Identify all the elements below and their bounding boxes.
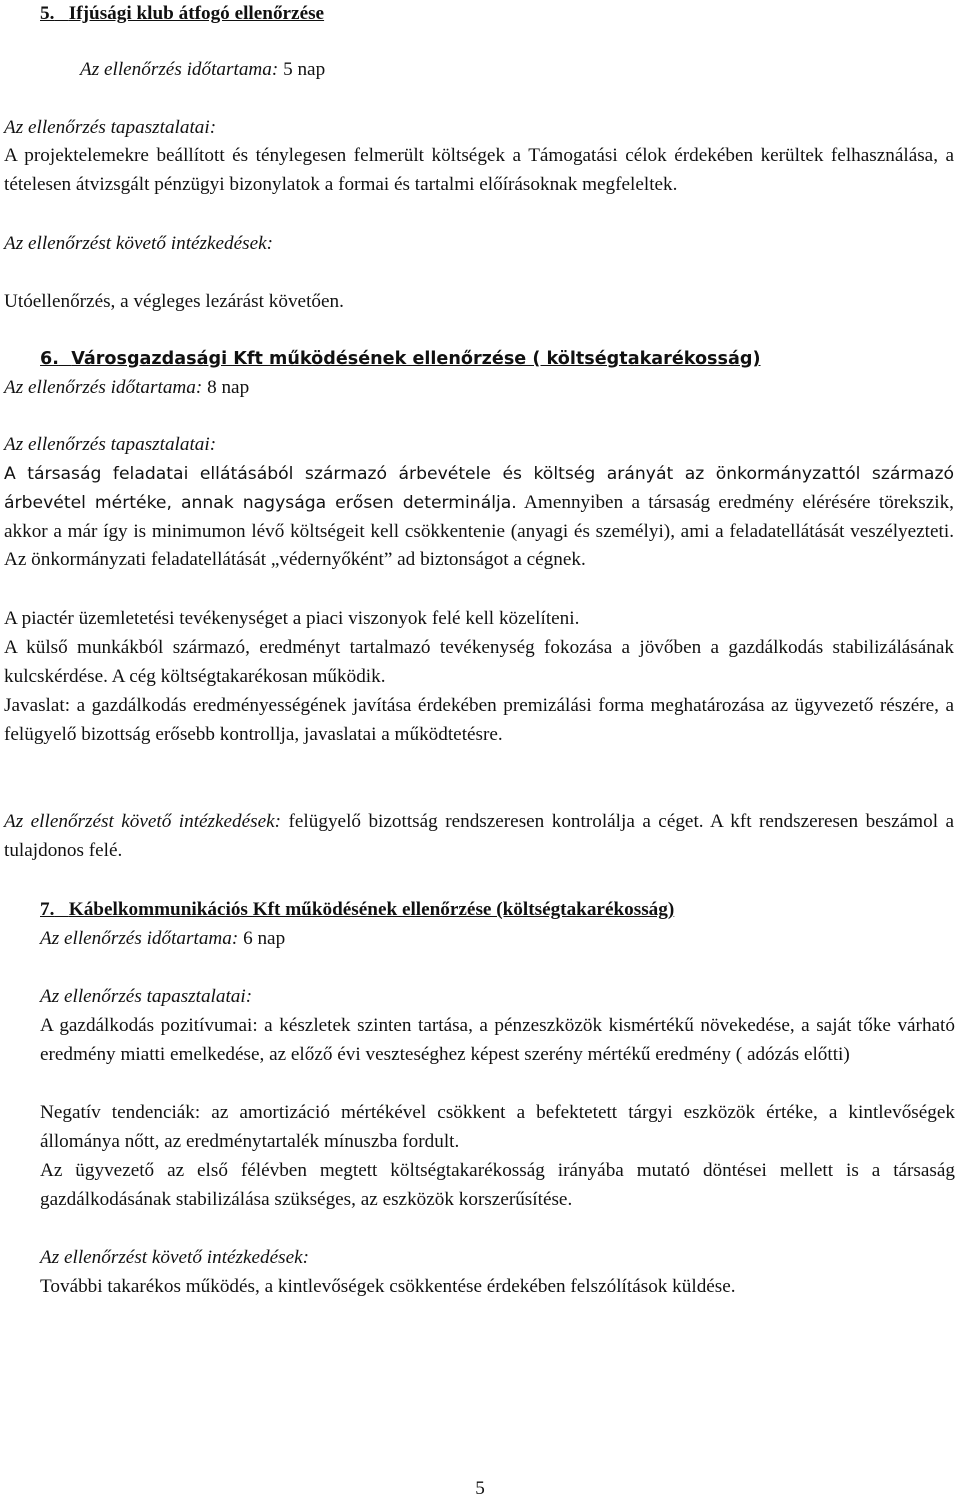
section-7-experience-label: Az ellenőrzés tapasztalatai: <box>40 986 253 1007</box>
section-6-duration <box>4 374 249 403</box>
section-6-number: 6. <box>40 349 59 369</box>
section-7-duration <box>40 925 285 954</box>
section-6-paragraph-1a: A társaság feladatai ellátásából származó árbevétele és költség arányát az önkormányzattól származó árbevétel mértéke, annak nagysága erősen determinálja. <box>4 464 954 513</box>
section-6-paragraph-1b: Amennyiben a társaság eredmény elérésére törekszik, akkor a már így is minimumon lévő költségeit kell csökkentenie (anyagi és személyi), ami a feladatellátását veszélyezteti. Az önkormányzati feladatellátását „védernyőként” ad biztonságot a cégnek. <box>4 491 954 571</box>
section-6-paragraph-1 <box>4 460 954 575</box>
section-7-duration-label: Az ellenőrzés időtartama: <box>40 928 239 949</box>
section-5-experience-label: Az ellenőrzés tapasztalatai: <box>4 117 217 138</box>
section-5-experience-text: A projektelemekre beállított és ténylegesen felmerült költségek a Támogatási célok érdekében kerültek felhasználása, a tételesen átvizsgált pénzügyi bizonylatok a formai és tartalmi előírásoknak megfeleltek. <box>4 145 954 195</box>
section-7-heading <box>40 896 674 925</box>
section-7-duration-value: 6 nap <box>243 928 286 949</box>
section-7-title: Kábelkommunikációs Kft működésének ellenőrzése (költségtakarékosság) <box>68 899 675 920</box>
section-6-followup-label: Az ellenőrzést követő intézkedések: <box>4 811 282 832</box>
section-5-number: 5. <box>40 3 55 24</box>
section-6-paragraph-4: Javaslat: a gazdálkodás eredményességének javítása érdekében premizálási forma meghatározása az ügyvezető részére, a felügyelő bizottság erősebb kontrollja, javaslatai a működtetésre. <box>4 695 954 745</box>
section-7-followup-label: Az ellenőrzést követő intézkedések: <box>40 1247 310 1268</box>
section-5-followup-label: Az ellenőrzést követő intézkedések: <box>4 233 274 254</box>
page-number: 5 <box>475 1478 485 1499</box>
section-6-duration-label: Az ellenőrzés időtartama: <box>4 377 203 398</box>
section-7-paragraph-1: A gazdálkodás pozitívumai: a készletek szinten tartása, a pénzeszközök kismértékű növekedése, a saját tőke várható eredmény miatti emelkedése, az előző évi veszteséghez képest szerény mértékű eredmény ( adózás előtti) <box>40 1015 955 1065</box>
section-6-heading <box>40 345 761 374</box>
section-6-paragraph-2: A piactér üzemletetési tevékenységet a piaci viszonyok felé kell közelíteni. <box>4 608 580 629</box>
section-5-duration <box>80 56 325 85</box>
section-7-paragraph-3: Az ügyvezető az első félévben megtett költségtakarékosság irányába mutató döntései mellett is a társaság gazdálkodásának stabilizálása szükséges, az eszközök korszerűsítése. <box>40 1160 955 1210</box>
section-6-experience-label: Az ellenőrzés tapasztalatai: <box>4 434 217 455</box>
section-5-duration-label: Az ellenőrzés időtartama: <box>80 59 279 80</box>
section-7-paragraph-2: Negatív tendenciák: az amortizáció mértékével csökkent a befektetett tárgyi eszközök értéke, a kintlevőségek állománya nőtt, az eredménytartalék mínuszba fordult. <box>40 1102 955 1152</box>
section-7-followup-text: További takarékos működés, a kintlevőségek csökkentése érdekében felszólítások küldése. <box>40 1276 736 1297</box>
section-6-followup <box>4 808 954 866</box>
section-6-title: Városgazdasági Kft működésének ellenőrzése ( költségtakarékosság) <box>71 349 761 369</box>
section-6-followup-text: felügyelő bizottság rendszeresen kontrolálja a céget. A kft rendszeresen beszámol a tulajdonos felé. <box>4 811 955 861</box>
section-5-heading <box>40 0 324 29</box>
section-6-duration-value: 8 nap <box>207 377 250 398</box>
section-5-followup-text: Utóellenőrzés, a végleges lezárást követően. <box>4 291 344 312</box>
section-5-duration-value: 5 nap <box>283 59 326 80</box>
section-5-title: Ifjúsági klub átfogó ellenőrzése <box>68 3 325 24</box>
section-7-number: 7. <box>40 899 55 920</box>
section-6-paragraph-3: A külső munkákból származó, eredményt tartalmazó tevékenység fokozása a jövőben a gazdálkodás stabilizálásának kulcskérdése. A cég költségtakarékosan működik. <box>4 637 954 687</box>
